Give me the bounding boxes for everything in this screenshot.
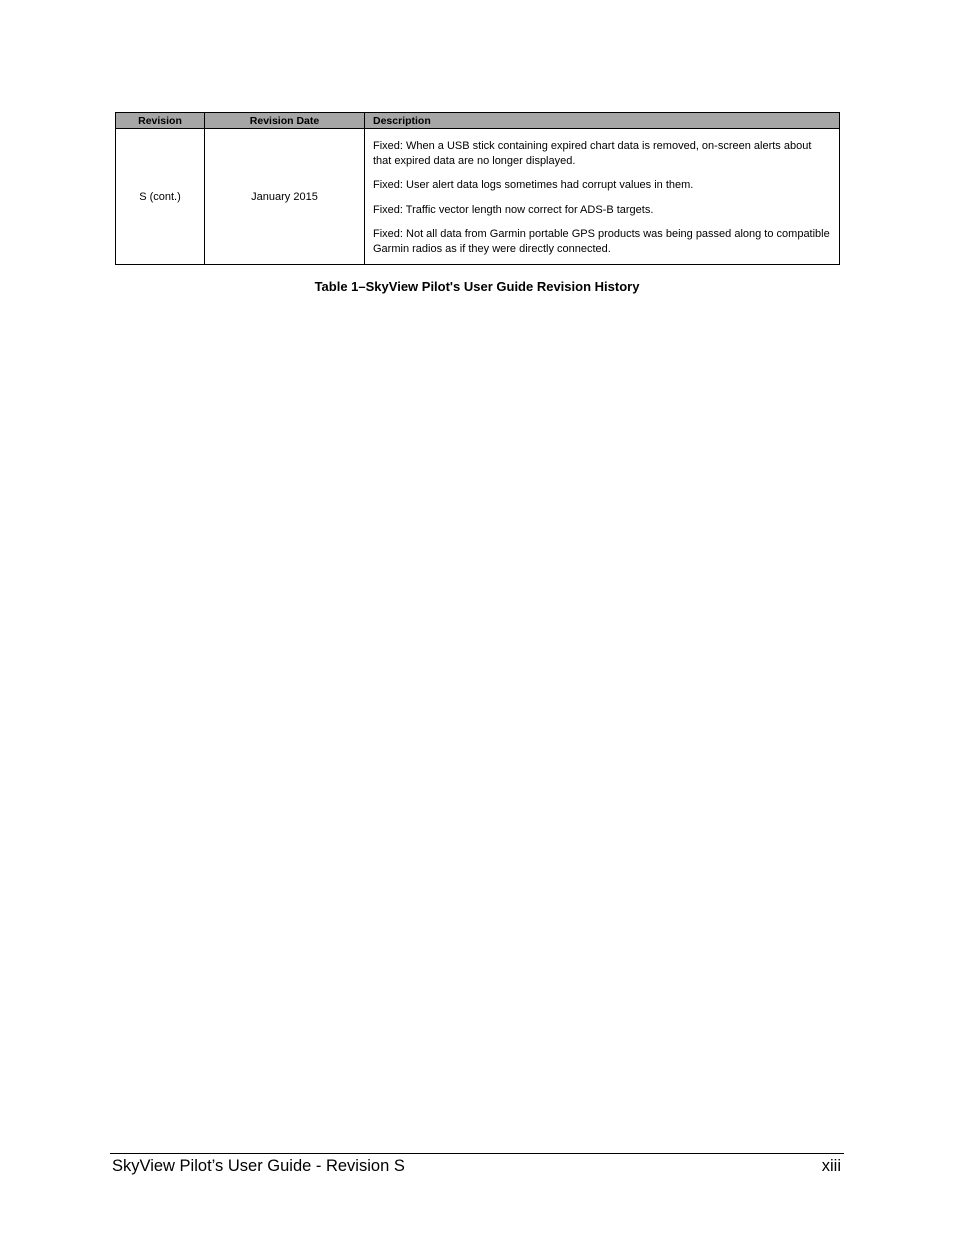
footer-title: SkyView Pilot’s User Guide - Revision S — [112, 1157, 405, 1175]
table-header-row — [116, 113, 840, 129]
description-item: Fixed: Traffic vector length now correct for ADS-B targets. — [373, 203, 654, 216]
description-item: Fixed: Not all data from Garmin portable GPS products was being passed along to compatible Garmin radios as if they were directly connected. — [373, 228, 830, 255]
header-revision: Revision — [116, 113, 205, 129]
description-item: Fixed: When a USB stick containing expired chart data is removed, on-screen alerts about that expired data are no longer displayed. — [373, 140, 812, 167]
table-caption: Table 1–SkyView Pilot's User Guide Revision History — [314, 279, 640, 294]
revision-history-table — [115, 112, 840, 265]
description-item: Fixed: User alert data logs sometimes had corrupt values in them. — [373, 179, 694, 191]
header-revision-date: Revision Date — [205, 113, 365, 129]
cell-revision-date: January 2015 — [205, 129, 365, 265]
cell-description — [365, 129, 840, 265]
cell-revision: S (cont.) — [116, 129, 205, 265]
page-number: xiii — [821, 1157, 841, 1175]
table-row — [116, 129, 840, 265]
footer-divider — [110, 1153, 844, 1154]
header-description: Description — [365, 113, 840, 129]
